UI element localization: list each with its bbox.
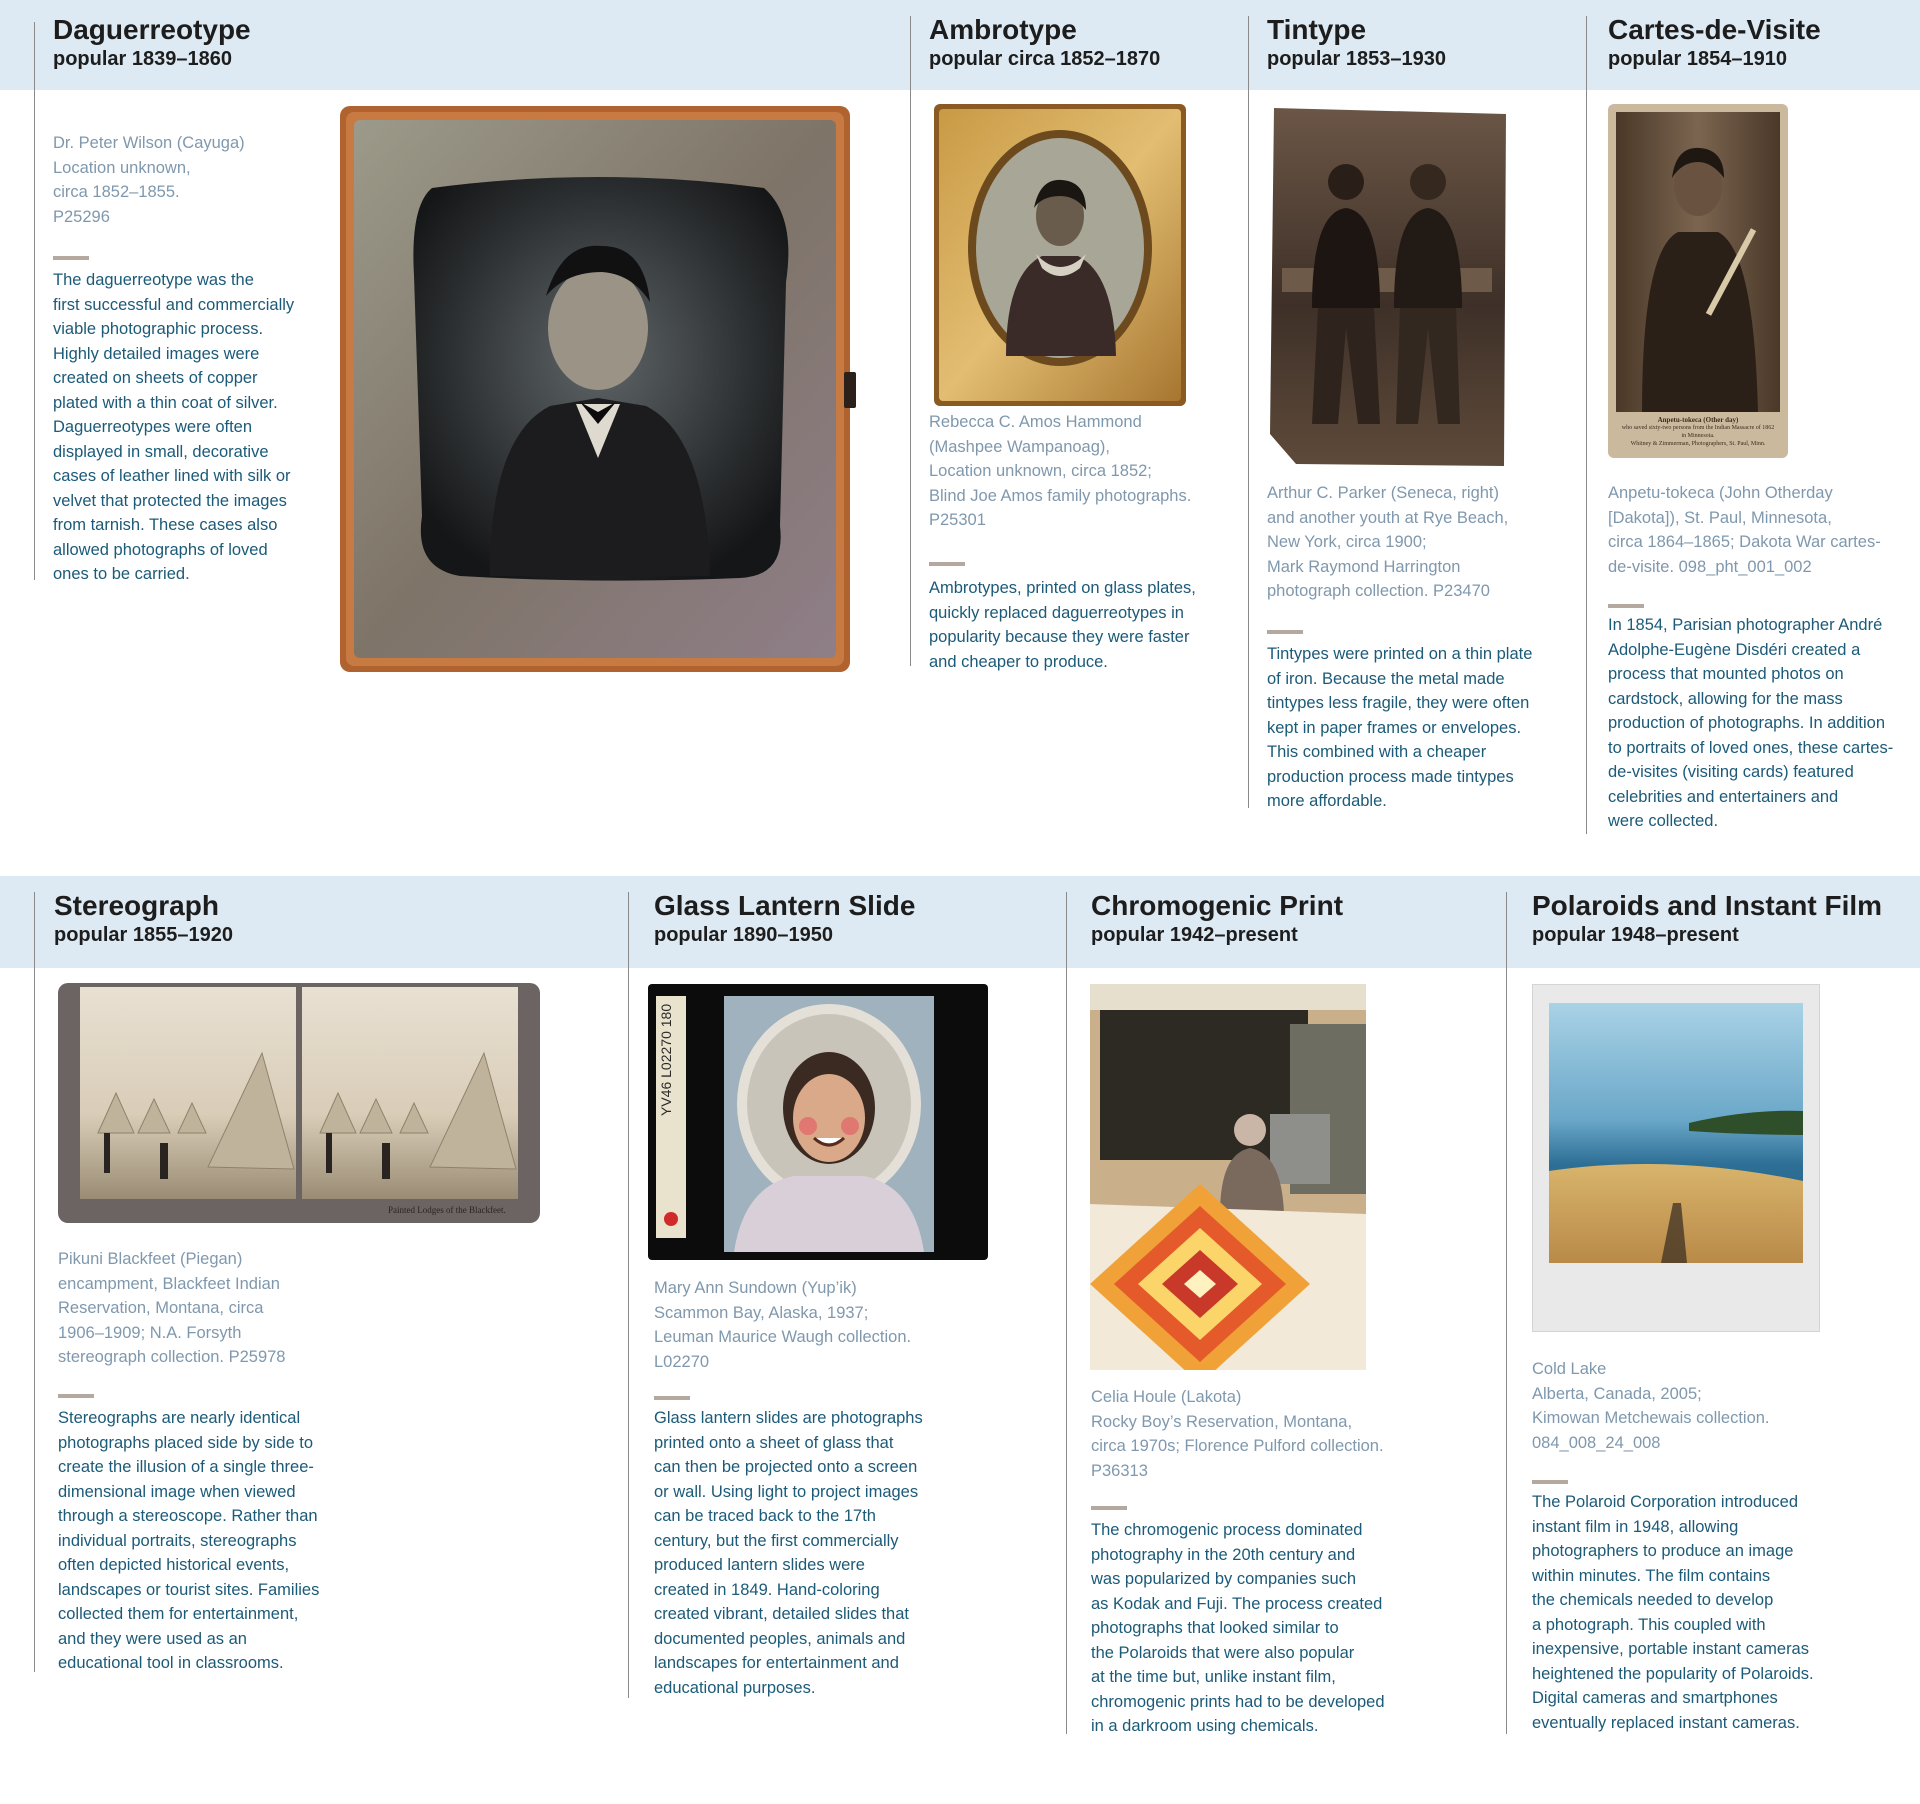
section-description: The daguerreotype was the first successful and commercially viable photographic process. Highly detailed images were created on sheets of copper plated with a thin coat of silver. Daguerreotypes were often displayed in small, decorative cases of leather lined with silk or velvet that protected the images from tarnish. These cases also allowed photographs of loved ones to be carried. xyxy=(53,271,295,583)
caption-divider xyxy=(1091,1506,1127,1510)
card-label: Anpetu-tokeca (Other day) who saved sixty-two persons from the Indian Massacre of 1862 in Minnesota. Whitney & Zimmerman, Photographers, St. Paul, Minn. xyxy=(1621,416,1775,447)
carte-de-visite-photo xyxy=(1608,104,1788,458)
column-divider xyxy=(34,22,35,580)
caption-divider xyxy=(1532,1480,1568,1484)
column-divider xyxy=(1586,16,1587,834)
photo-caption: Pikuni Blackfeet (Piegan) encampment, Blackfeet Indian Reservation, Montana, circa 1906–1909; N.A. Forsyth stereograph collection. P25978 xyxy=(58,1250,286,1366)
section-title: Tintype xyxy=(1267,14,1367,45)
section-years: popular 1948–present xyxy=(1532,924,1739,946)
photo-caption: Mary Ann Sundown (Yup’ik) Scammon Bay, Alaska, 1937; Leuman Maurice Waugh collection. L02270 xyxy=(654,1279,912,1371)
section-description: Stereographs are nearly identical photographs placed side by side to create the illusion of a single three- dimensional image when viewed through a stereoscope. Rather than individual portraits, stereographs often depicted historical events, landscapes or tourist sites. Families collected them for entertainment, and they were used as an educational tool in classrooms. xyxy=(58,1409,320,1672)
photo-caption: Cold Lake Alberta, Canada, 2005; Kimowan Metchewais collection. 084_008_24_008 xyxy=(1532,1360,1770,1452)
section-description: The chromogenic process dominated photography in the 20th century and was popularized by companies such as Kodak and Fuji. The process created photographs that looked similar to the Polaroids that were also popular at the time but, unlike instant film, chromogenic prints had to be developed in a darkroom using chemicals. xyxy=(1091,1521,1385,1735)
stereograph-photo xyxy=(58,983,540,1223)
ambrotype-photo xyxy=(934,104,1186,406)
section-years: popular 1854–1910 xyxy=(1608,48,1787,70)
column-divider xyxy=(1506,892,1507,1734)
section-years: popular 1839–1860 xyxy=(53,48,232,70)
photo-caption: Dr. Peter Wilson (Cayuga) Location unknown, circa 1852–1855. P25296 xyxy=(53,134,245,226)
stereograph-label: Painted Lodges of the Blackfeet. xyxy=(388,1205,506,1215)
section-years: popular 1942–present xyxy=(1091,924,1298,946)
column-divider xyxy=(910,16,911,666)
column-divider xyxy=(34,892,35,1672)
section-title: Daguerreotype xyxy=(53,14,251,45)
section-description: Tintypes were printed on a thin plate of iron. Because the metal made tintypes less fragile, they were often kept in paper frames or envelopes. This combined with a cheaper production process made tintypes more affordable. xyxy=(1267,645,1533,810)
caption-divider xyxy=(53,256,89,260)
slide-label-strip xyxy=(656,996,686,1238)
red-dot xyxy=(664,1212,678,1226)
tintype-photo xyxy=(1268,108,1506,466)
section-title: Cartes-de-Visite xyxy=(1608,14,1821,45)
caption-divider xyxy=(654,1396,690,1400)
section-years: popular 1853–1930 xyxy=(1267,48,1446,70)
section-title: Glass Lantern Slide xyxy=(654,890,916,921)
section-title: Chromogenic Print xyxy=(1091,890,1344,921)
section-description: Ambrotypes, printed on glass plates, quickly replaced daguerreotypes in popularity because they were faster and cheaper to produce. xyxy=(929,579,1196,671)
caption-divider xyxy=(1608,604,1644,608)
caption-divider xyxy=(1267,630,1303,634)
section-title: Polaroids and Instant Film xyxy=(1532,890,1883,921)
caption-divider xyxy=(929,562,965,566)
caption-divider xyxy=(58,1394,94,1398)
column-divider xyxy=(1066,892,1067,1734)
lantern-slide-photo xyxy=(648,984,988,1260)
photo-caption: Rebecca C. Amos Hammond (Mashpee Wampanoag), Location unknown, circa 1852; Blind Joe Amos family photographs. P25301 xyxy=(929,413,1192,529)
chromogenic-photo xyxy=(1090,984,1366,1370)
column-divider xyxy=(1248,16,1249,808)
photo-caption: Arthur C. Parker (Seneca, right) and another youth at Rye Beach, New York, circa 1900; Mark Raymond Harrington photograph collection. P23470 xyxy=(1267,484,1509,600)
photo-caption: Anpetu-tokeca (John Otherday [Dakota]), St. Paul, Minnesota, circa 1864–1865; Dakota War cartes- de-visite. 098_pht_001_002 xyxy=(1608,484,1881,576)
section-description: The Polaroid Corporation introduced instant film in 1948, allowing photographers to produce an image within minutes. The film contains the chemicals needed to develop a photograph. This coupled with inexpensive, portable instant cameras heightened the popularity of Polaroids. Digital cameras and smartphones eventually replaced instant cameras. xyxy=(1532,1493,1814,1732)
section-title: Stereograph xyxy=(54,890,219,921)
daguerreotype-photo xyxy=(340,106,856,672)
section-description: Glass lantern slides are photographs printed onto a sheet of glass that can then be projected onto a screen or wall. Using light to project images can be traced back to the 17th century, but the first commercially produced lantern slides were created in 1849. Hand-coloring created vibrant, detailed slides that documented peoples, animals and landscapes for entertainment and educational purposes. xyxy=(654,1409,923,1697)
section-years: popular circa 1852–1870 xyxy=(929,48,1161,70)
column-divider xyxy=(628,892,629,1698)
section-years: popular 1855–1920 xyxy=(54,924,233,946)
slide-label-text: YV46 L02270 180 xyxy=(658,1003,674,1116)
photo-caption: Celia Houle (Lakota) Rocky Boy’s Reservation, Montana, circa 1970s; Florence Pulford collection. P36313 xyxy=(1091,1388,1384,1480)
polaroid-photo xyxy=(1532,984,1820,1332)
section-description: In 1854, Parisian photographer André Adolphe-Eugène Disdéri created a process that mounted photos on cardstock, allowing for the mass production of photographs. In addition to portraits of loved ones, these cartes- de-visites (visiting cards) featured celebrities and entertainers and were collected. xyxy=(1608,616,1894,830)
section-years: popular 1890–1950 xyxy=(654,924,833,946)
section-title: Ambrotype xyxy=(929,14,1077,45)
